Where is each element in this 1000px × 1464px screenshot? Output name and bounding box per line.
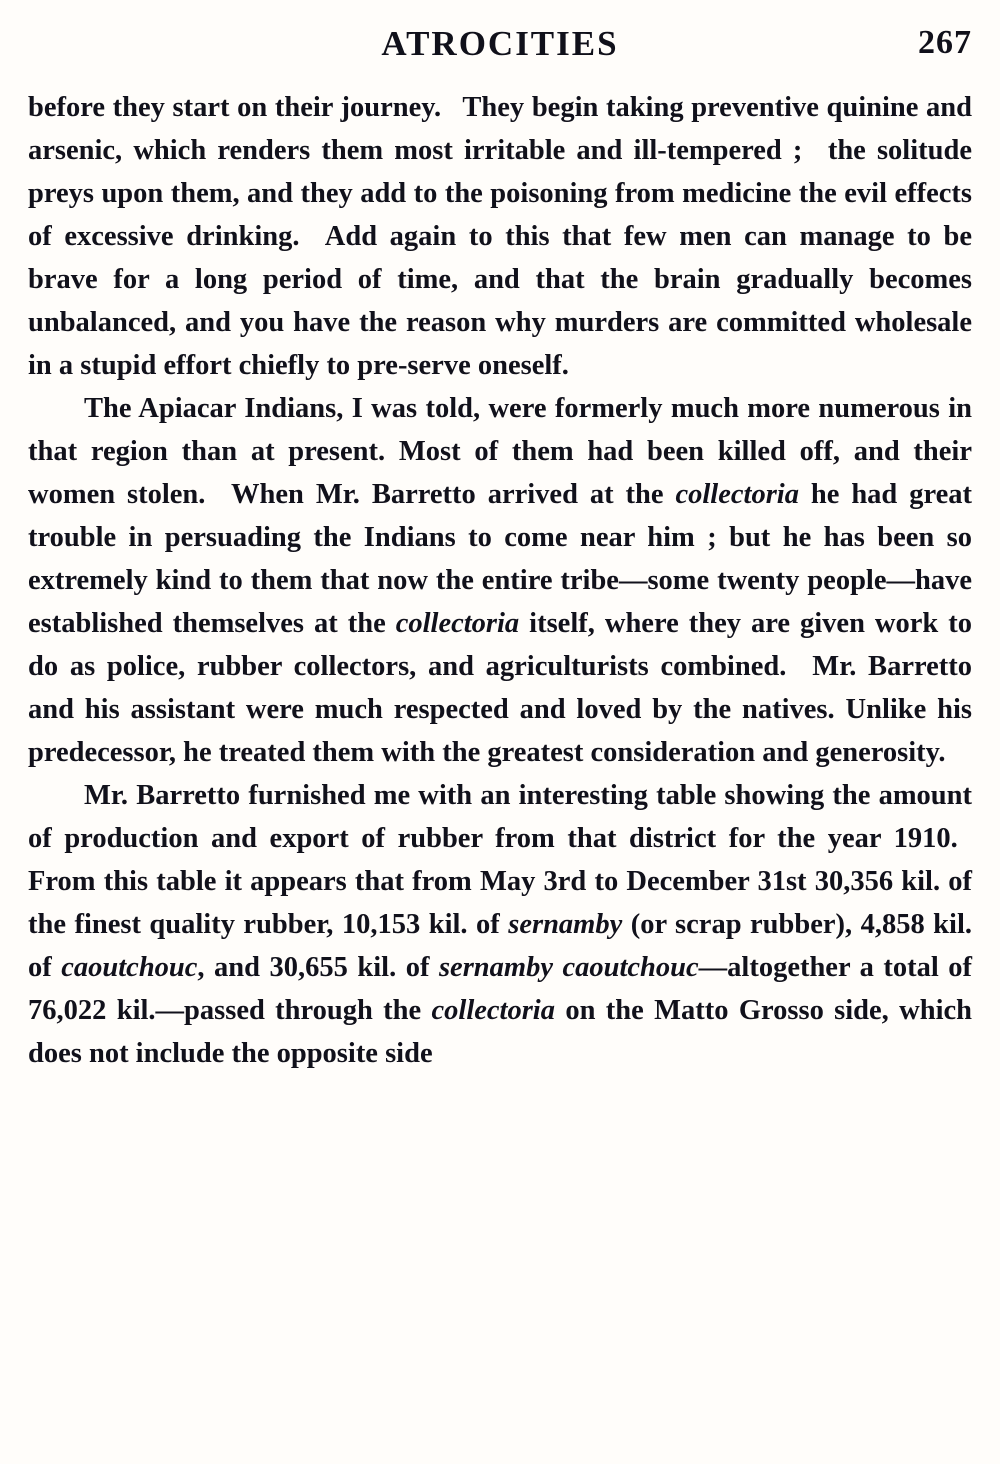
paragraph-1-text: before they start on their journey. They begin taking preventive quinine and arsenic, which renders them most irritable and ill-tempered ; the solitude preys upon them, and they add to the poisoning from medicine the evil effects of excessive drinking. Add again to this that few men can manage to be brave for a long period of time, and that the brain gradually becomes unbalanced, and you have the reason why murders are committed wholesale in a stupid effort chiefly to pre-serve oneself. [28,92,972,381]
paragraph-3-text-e: on the Matto Grosso side, which does not include the opposite side [28,995,972,1069]
page-number: 267 [918,24,972,61]
paragraph-2-text-a: The Apiacar Indians, I was told, were formerly much more numerous in that region than at present. Most of them had been killed off, and their women stolen. When Mr. Barretto arrived at the [28,393,972,510]
paragraph-2-italic-collectoria-2: collectoria [395,608,520,639]
paragraph-3-text-d: —altogether a total of 76,022 kil.—passed through the [28,952,972,1026]
paragraph-3-text-b: (or scrap rubber), 4,858 kil. of [28,909,972,983]
paragraph-2 [28,387,972,774]
page-body [28,86,972,1075]
paragraph-3-text-c: , and 30,655 kil. of [197,952,439,983]
page-header [28,18,972,80]
paragraph-2-italic-collectoria-1: collectoria [675,479,799,510]
paragraph-2-text-b: he had great trouble in persuading the Indians to come near him ; but he has been so extremely kind to them that now the entire tribe—some twenty people—have established themselves at the [28,479,972,639]
paragraph-3-italic-collectoria: collectoria [431,995,555,1026]
paragraph-3-text-a: Mr. Barretto furnished me with an interesting table showing the amount of production and export of rubber from that district for the year 1910. From this table it appears that from May 3rd to December 31st 30,356 kil. of the finest quality rubber, 10,153 kil. of [28,780,972,940]
running-head: ATROCITIES [381,24,619,63]
paragraph-3 [28,774,972,1075]
paragraph-1 [28,86,972,387]
paragraph-3-italic-sernamby: sernamby [508,909,623,940]
paragraph-3-italic-caoutchouc: caoutchouc [61,952,198,983]
paragraph-3-italic-sernamby-caoutchouc: sernamby caoutchouc [438,952,699,983]
paragraph-2-text-c: itself, where they are given work to do as police, rubber collectors, and agriculturists combined. Mr. Barretto and his assistant were much respected and loved by the natives. Unlike his predecessor, he treated them with the greatest consideration and generosity. [28,608,972,768]
